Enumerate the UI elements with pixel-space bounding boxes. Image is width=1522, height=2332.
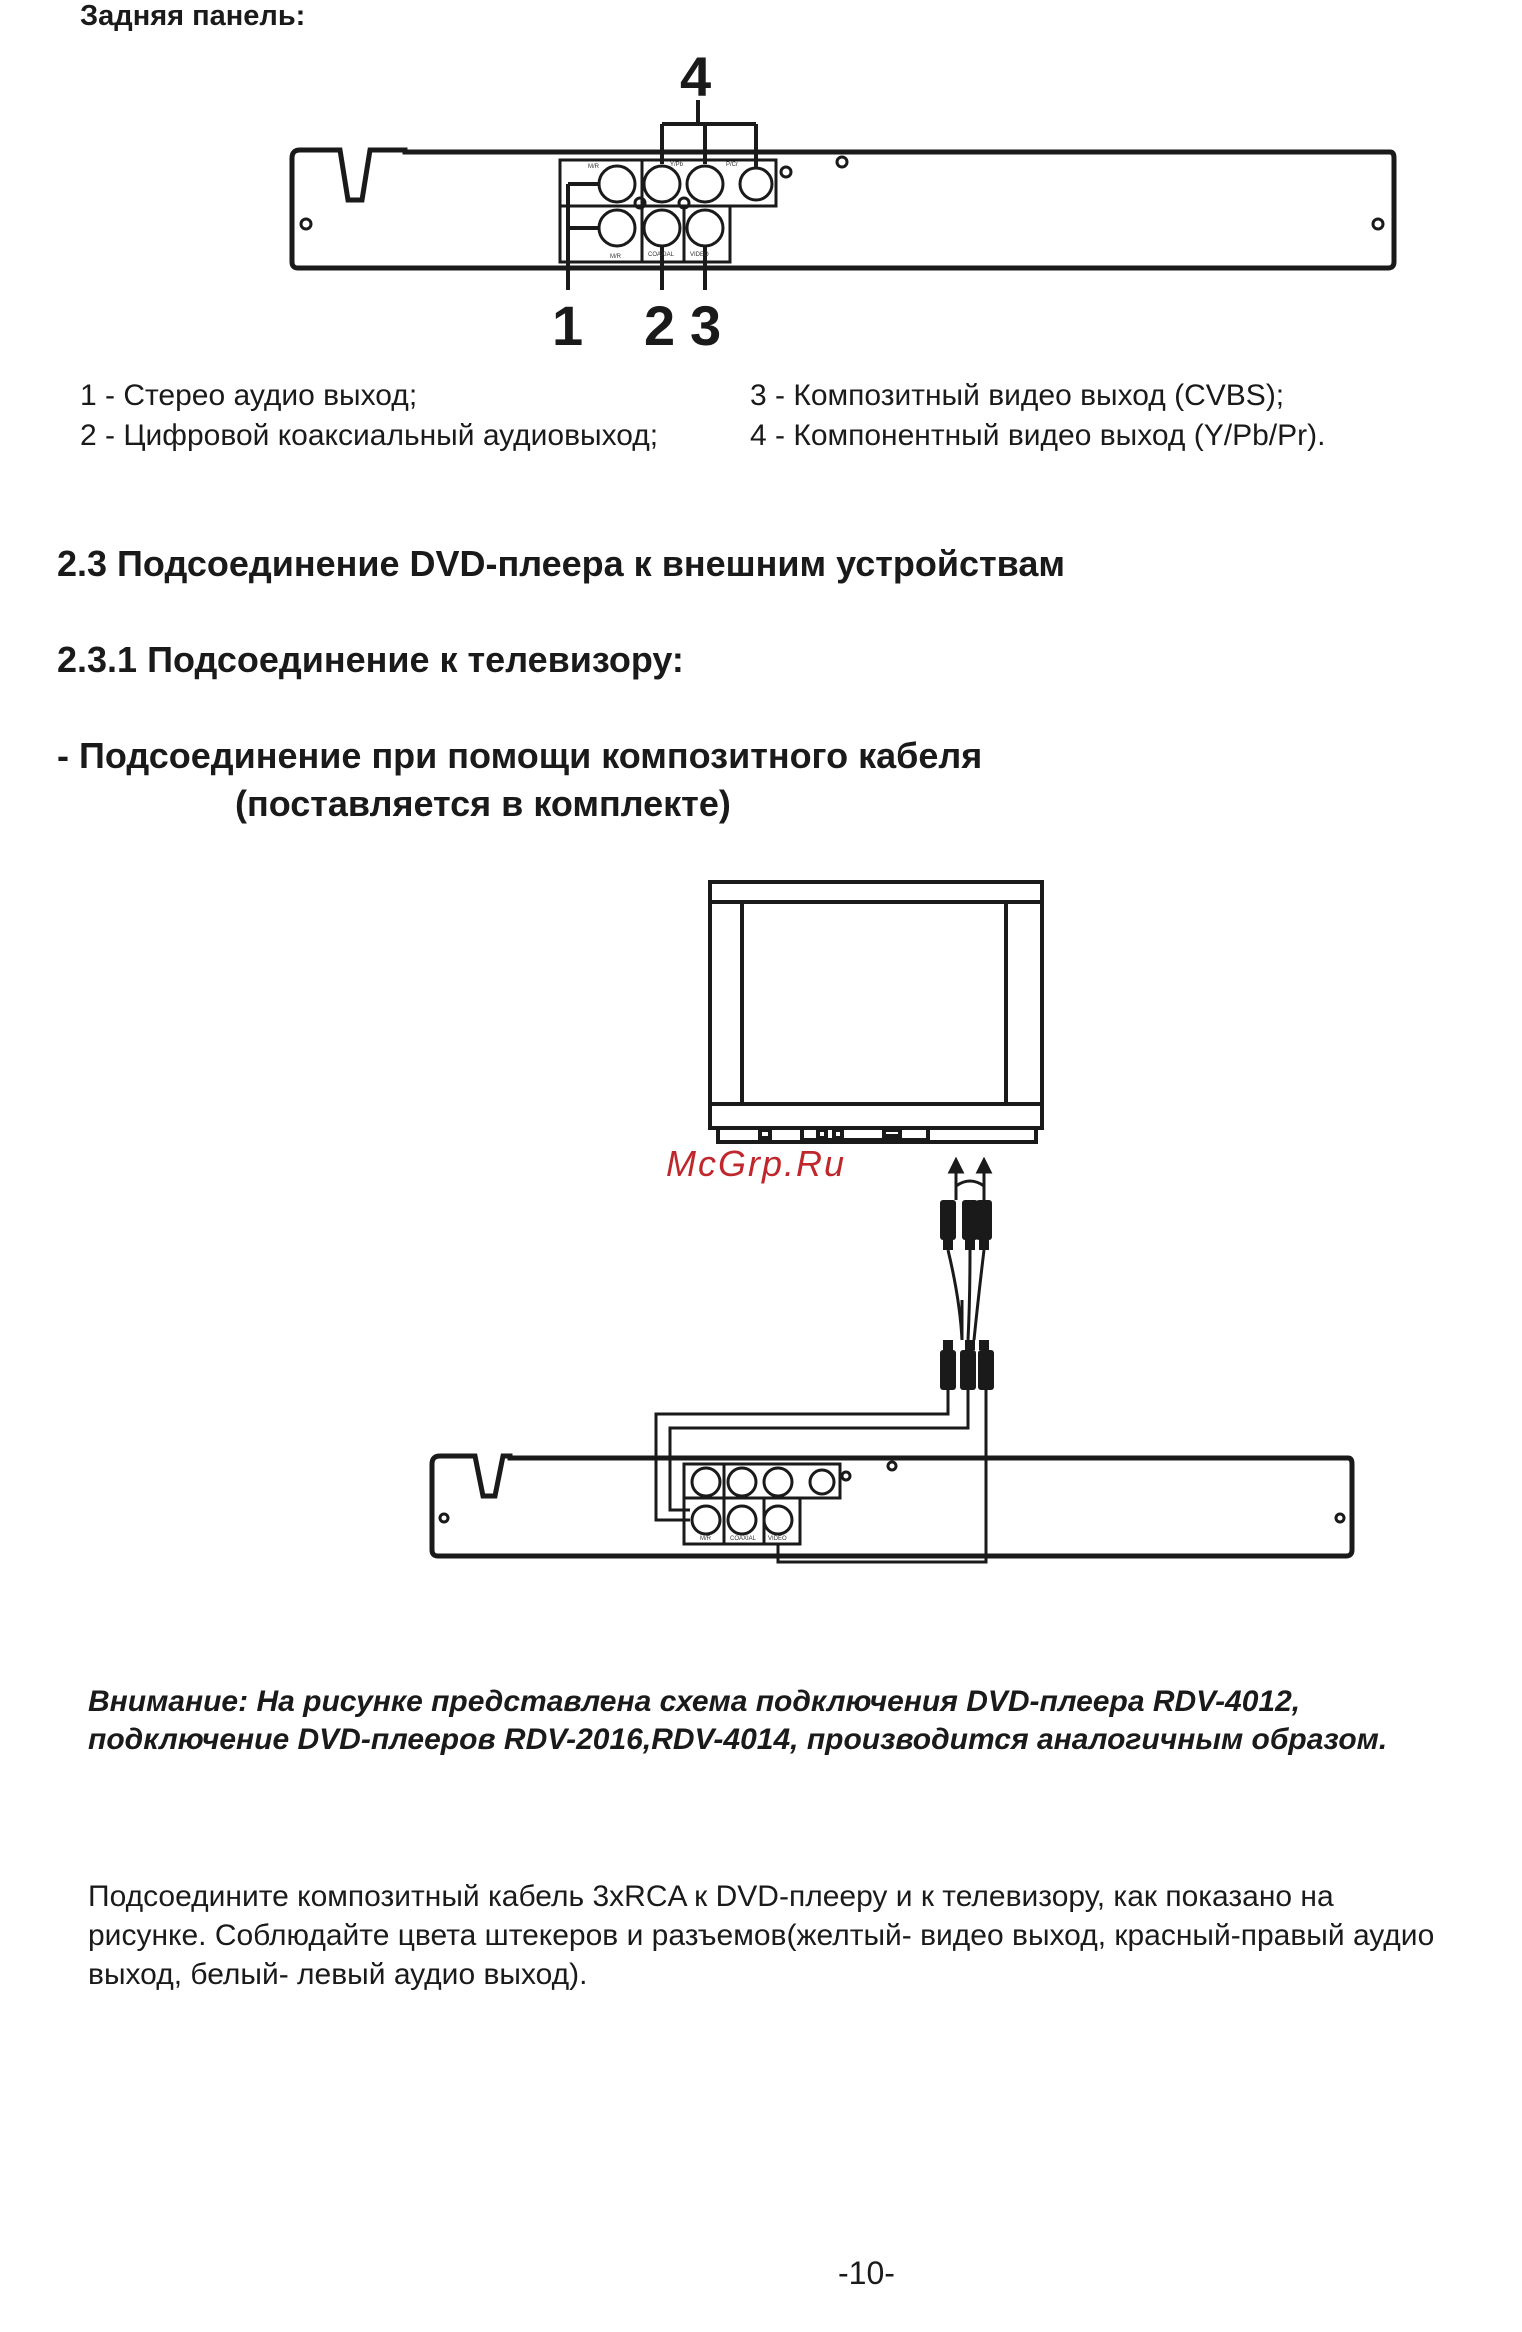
legend-item-1: 1 - Стерео аудио выход;	[80, 379, 418, 412]
player-port-text-mr: M/R	[700, 1536, 711, 1542]
port-text-video: VIDEO	[690, 252, 709, 258]
instructions-line-2: рисунке. Соблюдайте цвета штекеров и разъемов(желтый- видео выход, красный-правый аудио	[88, 1919, 1435, 1952]
heading-composite-line2: (поставляется в комплекте)	[235, 783, 731, 824]
port-text-pr: P/Cr	[726, 162, 738, 168]
legend-item-2: 2 - Цифровой коаксиальный аудиовыход;	[80, 419, 659, 452]
heading-composite-line1: - Подсоединение при помощи композитного кабеля	[57, 735, 983, 776]
player-port-text-video: VIDEO	[768, 1536, 787, 1542]
tv-body	[710, 882, 1042, 1104]
instructions-paragraph	[88, 1877, 1522, 1994]
port-text-ypb: Y/Pb	[670, 162, 684, 168]
port-text-mr2: M/R	[610, 254, 621, 260]
label-4: 4	[680, 45, 712, 108]
instructions-line-3: выход, белый- левый аудио выход).	[88, 1958, 588, 1991]
tv-screen	[742, 902, 1006, 1104]
watermark: McGrp.Ru	[666, 1143, 847, 1184]
label-2: 2	[644, 294, 676, 357]
legend-item-3: 3 - Композитный видео выход (CVBS);	[750, 379, 1285, 412]
label-1: 1	[552, 294, 584, 357]
note-line-2: подключение DVD-плееров RDV-2016,RDV-4014, производится аналогичным образом.	[88, 1723, 1388, 1756]
port-text-mr: M/R	[588, 164, 599, 170]
page-number: -10-	[838, 2255, 895, 2291]
port-text-coaxial: COAXIAL	[648, 252, 675, 258]
label-3: 3	[690, 294, 722, 357]
legend-item-4: 4 - Компонентный видео выход (Y/Pb/Pr).	[750, 419, 1326, 452]
note-text	[88, 1683, 1508, 1759]
note-line-1: Внимание: На рисунке представлена схема подключения DVD-плеера RDV-4012,	[88, 1685, 1301, 1718]
player-port-text-coaxial: COAXIAL	[730, 1536, 757, 1542]
section-title: Задняя панель:	[80, 0, 306, 32]
heading-2-3: 2.3 Подсоединение DVD-плеера к внешним устройствам	[57, 543, 1065, 584]
instructions-line-1: Подсоедините композитный кабель 3хRCA к DVD-плееру и к телевизору, как показано на	[88, 1880, 1334, 1913]
heading-2-3-1: 2.3.1 Подсоединение к телевизору:	[57, 639, 684, 680]
